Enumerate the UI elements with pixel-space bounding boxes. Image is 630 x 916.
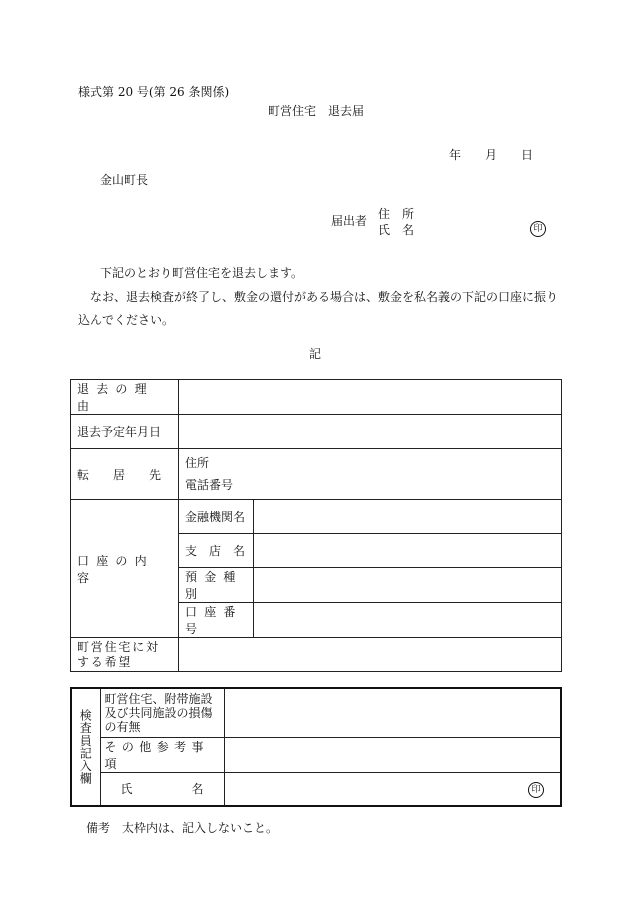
inspector-seal-icon: 印	[528, 782, 544, 798]
form-number: 様式第 20 号(第 26 条関係)	[78, 85, 230, 99]
phone-label: 電話番号	[185, 478, 234, 492]
damage-label: 町営住宅、附帯施設及び共同施設の損傷の有無	[100, 688, 224, 737]
deposit-type-label: 預金種別	[179, 568, 254, 603]
new-residence-label: 転 居 先	[71, 449, 179, 500]
inspector-name-label: 氏 名	[100, 772, 224, 806]
inspector-table	[70, 687, 562, 807]
other-label: その他参考事項	[100, 737, 224, 772]
bank-name-field[interactable]	[254, 500, 562, 534]
applicant-seal-icon: 印	[530, 221, 546, 237]
new-residence-field[interactable]	[179, 449, 562, 500]
deposit-type-field[interactable]	[254, 568, 562, 603]
account-no-label: 口座番号	[179, 603, 254, 638]
applicant-address-label: 住 所	[378, 207, 415, 221]
account-label: 口座の内容	[71, 500, 179, 638]
reason-field[interactable]	[179, 380, 562, 415]
branch-label: 支 店 名	[179, 534, 254, 568]
application-table	[70, 379, 562, 672]
applicant-name-label: 氏 名	[378, 223, 415, 237]
branch-field[interactable]	[254, 534, 562, 568]
inspector-side-label: 検査員記入欄	[71, 688, 100, 806]
body-line-1: 下記のとおり町営住宅を退去します。	[100, 266, 304, 280]
date-year: 年	[449, 148, 462, 162]
addressee: 金山町長	[100, 173, 149, 187]
inspector-name-field[interactable]	[224, 772, 561, 806]
other-field[interactable]	[224, 737, 561, 772]
date-month: 月	[485, 148, 498, 162]
planned-date-label: 退去予定年月日	[71, 415, 179, 449]
planned-date-field[interactable]	[179, 415, 562, 449]
note: 備考 太枠内は、記入しないこと。	[86, 821, 279, 835]
damage-field[interactable]	[224, 688, 561, 737]
applicant-label: 届出者	[331, 214, 368, 228]
form-title: 町営住宅 退去届	[268, 104, 365, 118]
bank-name-label: 金融機関名	[179, 500, 254, 534]
wishes-field[interactable]	[179, 638, 562, 672]
ki-heading: 記	[309, 347, 322, 361]
date-day: 日	[521, 148, 534, 162]
address-label: 住所	[185, 456, 210, 470]
reason-label: 退去の理由	[71, 380, 179, 415]
wishes-label: 町営住宅に対する希望	[71, 638, 179, 672]
account-no-field[interactable]	[254, 603, 562, 638]
body-line-2: なお、退去検査が終了し、敷金の還付がある場合は、敷金を私名義の下記の口座に振り	[90, 290, 559, 304]
body-line-3: 込んでください。	[78, 313, 175, 327]
